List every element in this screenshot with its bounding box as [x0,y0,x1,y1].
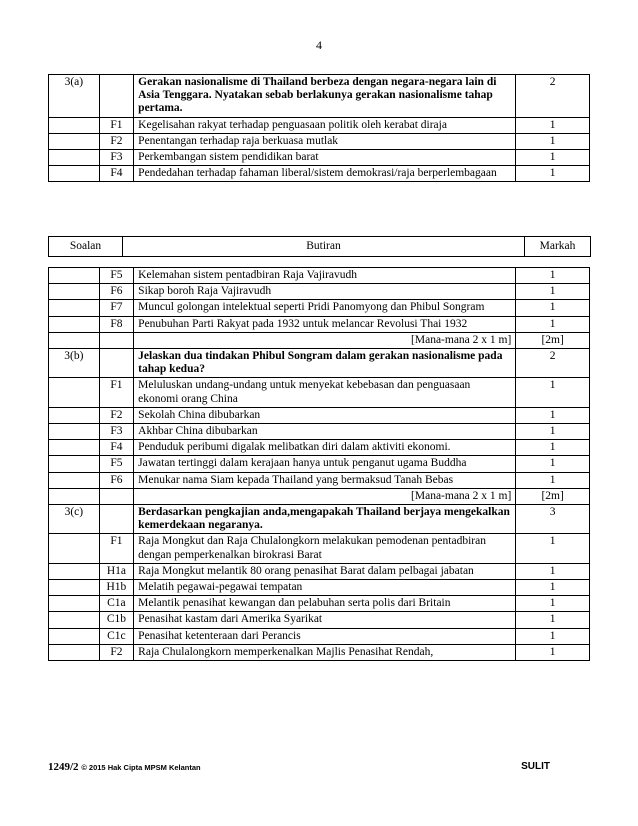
answer-table-top [48,74,590,182]
answer-table-main [48,267,590,661]
answer-row [49,580,590,596]
answer-mark: 1 [516,378,590,407]
answer-row [49,150,590,166]
answer-text: Kegelisahan rakyat terhadap penguasaan politik oleh kerabat diraja [134,117,516,133]
answer-code: F4 [99,166,134,182]
summary-row [49,332,590,348]
answer-code: C1a [99,596,134,612]
answer-mark: 1 [516,596,590,612]
answer-text: Raja Mongkut melantik 80 orang penasihat Barat dalam pelbagai jabatan [134,563,516,579]
answer-text: Melantik penasihat kewangan dan pelabuhan serta polis dari Britain [134,596,516,612]
answer-code: F2 [99,407,134,423]
answer-row [49,407,590,423]
answer-row [49,316,590,332]
answer-code: C1b [99,612,134,628]
answer-row [49,284,590,300]
question-row [49,75,590,118]
answer-text: Meluluskan undang-undang untuk menyekat kebebasan dan penguasaan ekonomi orang China [134,378,516,407]
answer-code: F5 [99,268,134,284]
answer-mark: 1 [516,117,590,133]
answer-text: Penasihat kastam dari Amerika Syarikat [134,612,516,628]
question-prompt: Berdasarkan pengkajian anda,mengapakah Thailand berjaya mengekalkan kemerdekaan negaranya. [134,505,516,534]
answer-code: H1b [99,580,134,596]
answer-mark: 1 [516,472,590,488]
answer-mark: 1 [516,456,590,472]
answer-text: Melatih pegawai-pegawai tempatan [134,580,516,596]
answer-code: F2 [99,644,134,660]
answer-mark: 1 [516,133,590,149]
answer-mark: 1 [516,644,590,660]
answer-text: Raja Mongkut dan Raja Chulalongkorn melakukan pemodenan pentadbiran dengan pemperkenalkan birokrasi Barat [134,534,516,563]
answer-code: F1 [99,534,134,563]
summary-mark: [2m] [516,332,590,348]
answer-row [49,596,590,612]
answer-row [49,268,590,284]
answer-mark: 1 [516,300,590,316]
answer-code: F6 [99,284,134,300]
answer-code: F5 [99,456,134,472]
answer-mark: 1 [516,268,590,284]
column-header-table [48,236,591,257]
header-markah: Markah [525,237,591,257]
footer [48,761,590,773]
answer-code: F6 [99,472,134,488]
question-mark: 2 [516,349,590,378]
answer-mark: 1 [516,150,590,166]
answer-code: C1c [99,628,134,644]
answer-code: F8 [99,316,134,332]
summary-row [49,488,590,504]
answer-code: F1 [99,378,134,407]
answer-mark: 1 [516,580,590,596]
answer-text: Akhbar China dibubarkan [134,424,516,440]
answer-code: H1a [99,563,134,579]
question-number: 3(c) [49,505,100,534]
answer-mark: 1 [516,440,590,456]
header-butiran: Butiran [123,237,525,257]
summary-text: [Mana-mana 2 x 1 m] [134,488,516,504]
answer-text: Penentangan terhadap raja berkuasa mutlak [134,133,516,149]
header-soalan: Soalan [49,237,123,257]
answer-row [49,628,590,644]
summary-text: [Mana-mana 2 x 1 m] [134,332,516,348]
page-number: 4 [316,38,322,52]
answer-text: Raja Chulalongkorn memperkenalkan Majlis Penasihat Rendah, [134,644,516,660]
answer-row [49,424,590,440]
answer-text: Perkembangan sistem pendidikan barat [134,150,516,166]
answer-mark: 1 [516,534,590,563]
summary-mark: [2m] [516,488,590,504]
answer-row [49,644,590,660]
answer-row [49,612,590,628]
question-mark: 3 [516,505,590,534]
answer-row [49,378,590,407]
answer-code: F2 [99,133,134,149]
answer-row [49,440,590,456]
question-number: 3(a) [49,75,100,118]
question-mark: 2 [516,75,590,118]
question-row [49,349,590,378]
answer-text: Pendedahan terhadap fahaman liberal/sistem demokrasi/raja berperlembagaan [134,166,516,182]
sulit-label: SULIT [521,761,550,772]
answer-row [49,300,590,316]
answer-mark: 1 [516,563,590,579]
answer-text: Penubuhan Parti Rakyat pada 1932 untuk melancar Revolusi Thai 1932 [134,316,516,332]
question-prompt: Jelaskan dua tindakan Phibul Songram dalam gerakan nasionalisme pada tahap kedua? [134,349,516,378]
answer-text: Sikap boroh Raja Vajiravudh [134,284,516,300]
answer-text: Penduduk peribumi digalak melibatkan diri dalam aktiviti ekonomi. [134,440,516,456]
answer-mark: 1 [516,628,590,644]
copyright-text: © 2015 Hak Cipta MPSM Kelantan [81,763,201,772]
answer-row [49,534,590,563]
answer-text: Menukar nama Siam kepada Thailand yang bermaksud Tanah Bebas [134,472,516,488]
answer-mark: 1 [516,316,590,332]
answer-row [49,563,590,579]
paper-code: 1249/2 [48,761,79,773]
answer-text: Jawatan tertinggi dalam kerajaan hanya untuk penganut ugama Buddha [134,456,516,472]
answer-mark: 1 [516,612,590,628]
answer-code: F7 [99,300,134,316]
answer-mark: 1 [516,166,590,182]
answer-text: Penasihat ketenteraan dari Perancis [134,628,516,644]
question-number: 3(b) [49,349,100,378]
answer-mark: 1 [516,407,590,423]
answer-row [49,472,590,488]
answer-text: Sekolah China dibubarkan [134,407,516,423]
answer-row [49,117,590,133]
answer-row [49,133,590,149]
answer-code: F3 [99,150,134,166]
answer-code: F3 [99,424,134,440]
answer-text: Muncul golongan intelektual seperti Pridi Panomyong dan Phibul Songram [134,300,516,316]
question-row [49,505,590,534]
answer-mark: 1 [516,284,590,300]
question-prompt: Gerakan nasionalisme di Thailand berbeza dengan negara-negara lain di Asia Tenggara. Nyatakan sebab berlakunya gerakan nasionalisme tahap pertama. [134,75,516,118]
answer-code: F4 [99,440,134,456]
answer-row [49,166,590,182]
answer-mark: 1 [516,424,590,440]
answer-code: F1 [99,117,134,133]
answer-row [49,456,590,472]
answer-text: Kelemahan sistem pentadbiran Raja Vajiravudh [134,268,516,284]
